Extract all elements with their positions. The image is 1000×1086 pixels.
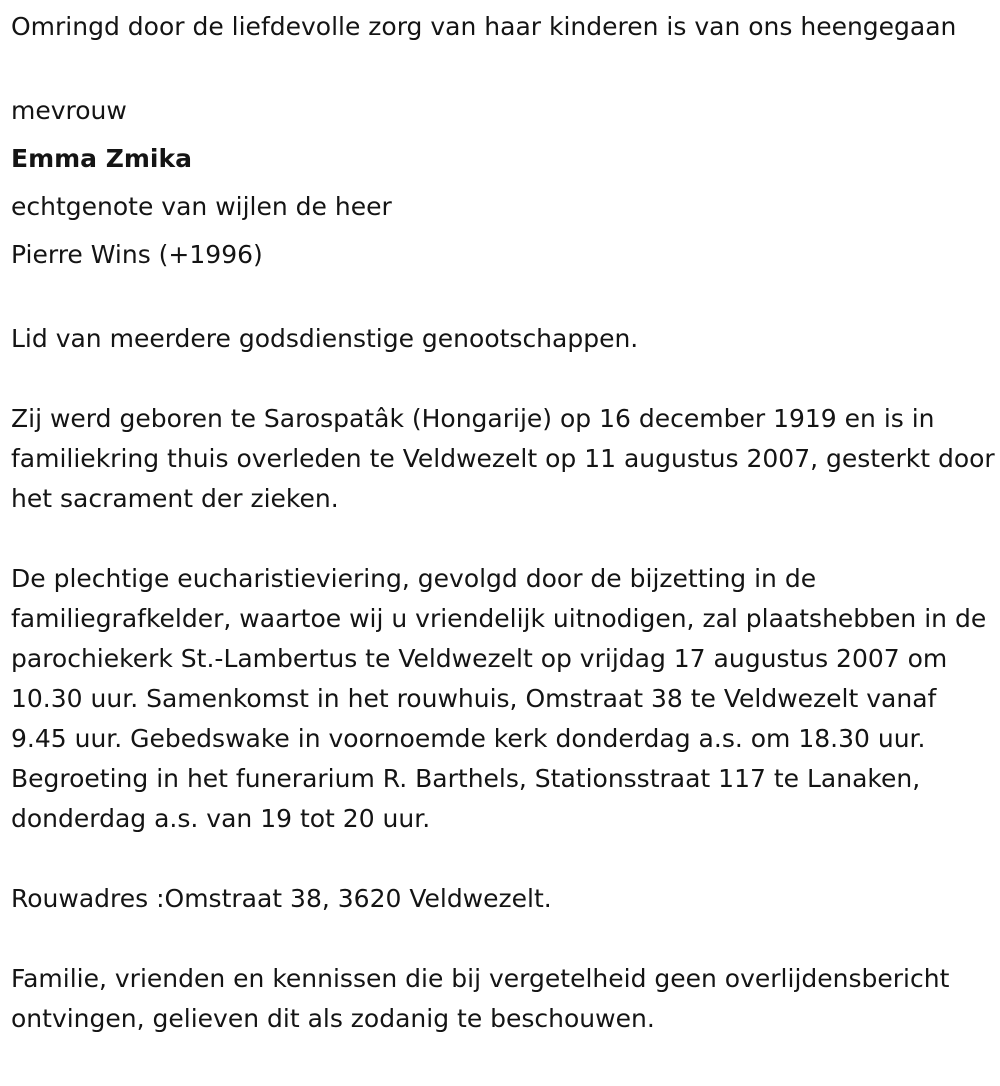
spouse-line-2: Pierre Wins (+1996) <box>11 240 263 269</box>
membership-paragraph: Lid van meerdere godsdienstige genootschappen. <box>11 324 639 353</box>
obituary-notice <box>11 7 996 1079</box>
title-line: mevrouw <box>11 96 127 125</box>
birth-death-paragraph: Zij werd geboren te Sarospatâk (Hongarije) op 16 december 1919 en is in familiekring thuis overleden te Veldwezelt op 11 augustus 2007, gesterkt door het sacrament der zieken. <box>11 404 995 513</box>
intro-paragraph: Omringd door de liefdevolle zorg van haar kinderen is van ons heengegaan <box>11 12 957 41</box>
deceased-name: Emma Zmika <box>11 144 192 173</box>
closing-paragraph: Familie, vrienden en kennissen die bij vergetelheid geen overlijdensbericht ontvingen, gelieven dit als zodanig te beschouwen. <box>11 964 950 1033</box>
mourning-address: Rouwadres :Omstraat 38, 3620 Veldwezelt. <box>11 884 552 913</box>
ceremony-paragraph: De plechtige eucharistieviering, gevolgd door de bijzetting in de familiegrafkelder, waartoe wij u vriendelijk uitnodigen, zal plaatshebben in de parochiekerk St.-Lambertus te Veldwezelt op vrijdag 17 augustus 2007 om 10.30 uur. Samenkomst in het rouwhuis, Omstraat 38 te Veldwezelt vanaf 9.45 uur. Gebedswake in voornoemde kerk donderdag a.s. om 18.30 uur. Begroeting in het funerarium R. Barthels, Stationsstraat 117 te Lanaken, donderdag a.s. van 19 tot 20 uur. <box>11 564 987 833</box>
deceased-block <box>11 87 996 279</box>
spouse-line-1: echtgenote van wijlen de heer <box>11 192 392 221</box>
